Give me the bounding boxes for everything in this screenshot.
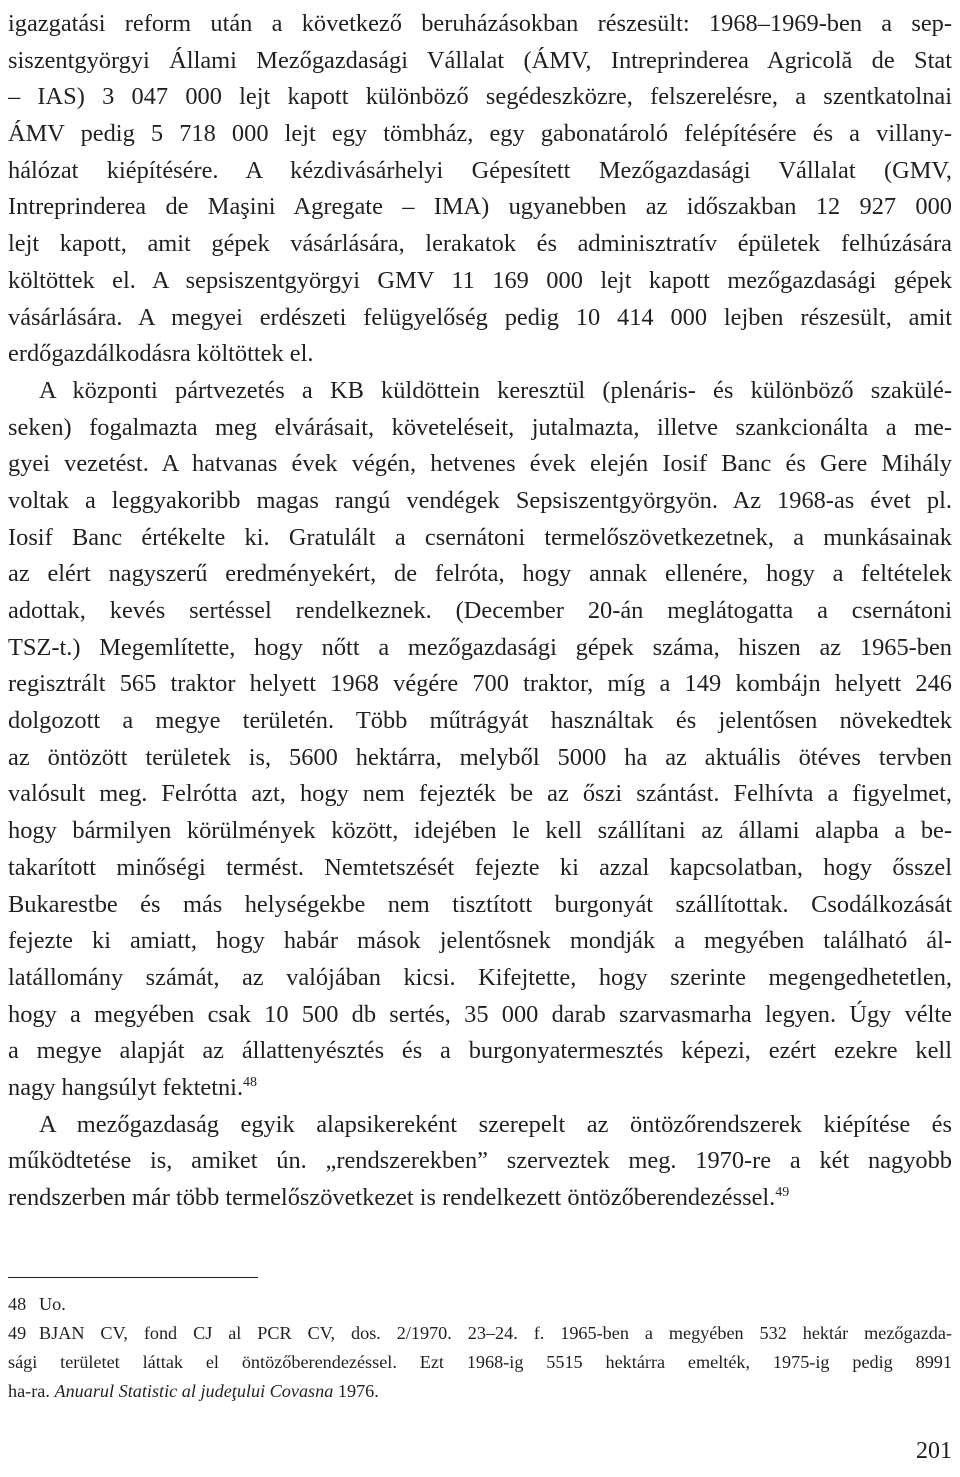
body-line: működtetése is, amiket ún. „rendszerekben” szerveztek meg. 1970-re a két nagyobb [8,1147,952,1175]
body-line: – IAS) 3 047 000 lejt kapott különböző segédeszközre, felszerelésre, a szentkatolnai [8,83,952,111]
body-line: gyei vezetést. A hatvanas évek végén, hetvenes évek elején Iosif Banc és Gere Mihály [8,450,952,478]
body-line: siszentgyörgyi Állami Mezőgazdasági Vállalat (ÁMV, Intreprinderea Agricolă de Stat [8,46,952,74]
body-line-text: nagy hangsúlyt fektetni. [8,1073,244,1101]
footnote-source-title: Anuarul Statistic al judeţului Covasna [54,1381,334,1401]
footnote-48 [8,1290,952,1319]
footnote-number: 48 [8,1294,27,1314]
page-number: 201 [916,1438,952,1464]
body-line: hogy bármilyen körülmények között, idejében le kell szállítani az állami alapba a be- [8,817,952,845]
body-line: takarított minőségi termést. Nemtetszését fejezte ki azzal kapcsolatban, hogy ősszel [8,853,952,881]
body-line: seken) fogalmazta meg elvárásait, követeléseit, jutalmazta, illetve szankcionálta a me- [8,413,952,441]
body-line-with-footnote [8,1180,952,1217]
body-line: TSZ-t.) Megemlítette, hogy nőtt a mezőgazdasági gépek száma, hiszen az 1965-ben [8,633,952,661]
footnotes [8,1290,952,1406]
body-line: az öntözött területek is, 5600 hektárra, melyből 5000 ha az aktuális ötéves tervben [8,743,952,771]
footnote-divider [8,1277,258,1278]
footnote-number: 49 [8,1323,27,1343]
body-line: Intreprinderea de Maşini Agregate – IMA) ugyanebben az időszakban 12 927 000 [8,193,952,221]
body-line: az elért nagyszerű eredményekért, de felróta, hogy annak ellenére, hogy a feltételek [8,560,952,588]
body-line: A központi pártvezetés a KB küldöttein keresztül (plenáris- és különböző szakülé- [39,376,952,404]
body-line: dolgozott a megye területén. Több műtrágyát használtak és jelentősen növekedtek [8,707,952,735]
body-line: A mezőgazdaság egyik alapsikereként szerepelt az öntözőrendszerek kiépítése és [39,1110,952,1138]
body-text [8,6,952,1217]
body-line: Iosif Banc értékelte ki. Gratulált a csernátoni termelőszövetkezetnek, a munkásainak [8,523,952,551]
body-line: lejt kapott, amit gépek vásárlására, lerakatok és adminisztratív épületek felhúzására [8,230,952,258]
body-line-with-footnote [8,1070,952,1107]
body-line: költöttek el. A sepsiszentgyörgyi GMV 11 169 000 lejt kapott mezőgazdasági gépek [8,266,952,294]
footnote-ref-49: 49 [775,1184,790,1200]
body-line: fejezte ki amiatt, hogy habár mások jelentősnek mondják a megyében található ál- [8,927,952,955]
footnote-text-with-source [8,1377,952,1406]
body-line: ÁMV pedig 5 718 000 lejt egy tömbház, egy gabonatároló felépítésére és a villany- [8,120,952,148]
body-line: a megye alapját az állattenyésztés és a burgonyatermesztés képezi, ezért ezekre kell [8,1037,952,1065]
footnote-ref-48: 48 [243,1074,258,1090]
body-line: voltak a leggyakoribb magas rangú vendégek Sepsiszentgyörgyön. Az 1968-as évet pl. [8,486,952,514]
body-line: latállomány számát, az valójában kicsi. Kifejtette, hogy szerinte megengedhetetlen, [8,963,952,991]
body-line: Bukarestbe és más helységekbe nem tisztított burgonyát szállítottak. Csodálkozását [8,890,952,918]
body-line: igazgatási reform után a következő beruházásokban részesült: 1968–1969-ben a sep- [8,10,952,37]
body-line: vásárlására. A megyei erdészeti felügyelőség pedig 10 414 000 lejben részesült, amit [8,303,952,331]
footnote-text: BJAN CV, fond CJ al PCR CV, dos. 2/1970. 23–24. f. 1965-ben a megyében 532 hektár mezőgazda- [39,1323,952,1343]
footnote-text: ha-ra. [8,1381,55,1401]
body-line: regisztrált 565 traktor helyett 1968 végére 700 traktor, míg a 149 kombájn helyett 246 [8,670,952,698]
body-line: erdőgazdálkodásra költöttek el. [8,340,314,368]
body-line: adottak, kevés sertéssel rendelkeznek. (December 20-án meglátogatta a csernátoni [8,597,952,624]
body-line-text: rendszerben már több termelőszövetkezet is rendelkezett öntözőberendezéssel. [8,1184,776,1211]
body-line: hogy a megyében csak 10 500 db sertés, 35 000 darab szarvasmarha legyen. Úgy vélte [8,1000,952,1028]
footnote-text: sági területet láttak el öntözőberendezéssel. Ezt 1968-ig 5515 hektárra emelték, 1975-ig pedig 8991 [8,1352,952,1372]
footnote-49 [8,1319,952,1406]
footnote-text: Uo. [39,1294,66,1314]
footnote-text: 1976. [333,1381,379,1401]
body-line: hálózat kiépítésére. A kézdivásárhelyi Gépesített Mezőgazdasági Vállalat (GMV, [8,156,952,184]
body-line: valósult meg. Felrótta azt, hogy nem fejezték be az őszi szántást. Felhívta a figyelmet, [8,780,952,808]
